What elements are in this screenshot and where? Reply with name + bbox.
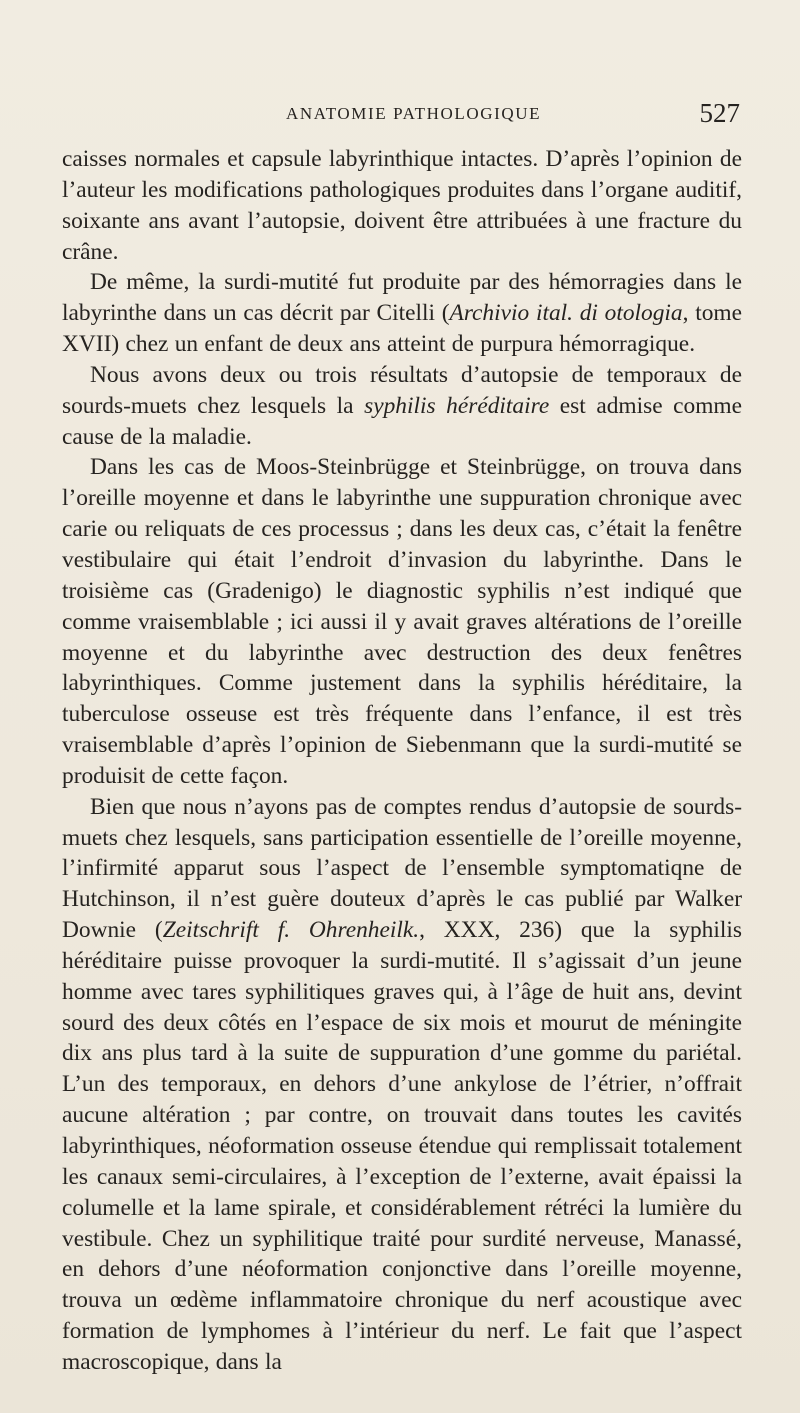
paragraph-3 [62,360,742,453]
text-run: caisses normales et capsule labyrinthique intactes. D’après l’opinion de l’auteur les modifications pathologiques produites dans l’organe auditif, soixante ans avant l’autopsie, doivent être attribuées à une fracture du crâne. [62,146,742,265]
journal-title: Zeitschrift f. Ohrenheilk. [162,917,420,944]
paragraph-1 [62,144,742,267]
text-run: , XXX, 236) que la syphilis héréditaire puisse provoquer la surdi-mutité. Il s’agissait d’un jeune homme avec tares syphilitiques graves qui, à l’âge de huit ans, devint sourd des deux côtés en l’espace de six mois et mourut de méningite dix ans plus tard à la suite de suppuration d’une gomme du pariétal. L’un des temporaux, en dehors d’une ankylose de l’étrier, n’offrait aucune altération ; par contre, on trouvait dans toutes les cavités labyrinthiques, néoformation osseuse étendue qui remplissait totalement les canaux semi-circulaires, à l’exception de l’externe, avait épaissi la columelle et la lame spirale, et considérablement rétréci la lumière du vestibule. Chez un syphilitique traité pour surdité nerveuse, Manassé, en dehors d’une néoformation conjonctive dans l’oreille moyenne, trouva un œdème inflammatoire chronique du nerf acoustique avec formation de lymphomes à l’intérieur du nerf. Le fait que l’aspect macroscopique, dans la [62,917,742,1375]
paragraph-5 [62,792,742,1378]
journal-title: Archivio ital. di otologia [449,300,683,327]
body-text [62,144,742,1378]
paragraph-4 [62,452,742,791]
text-run: Dans les cas de Moos-Steinbrügge et Steinbrügge, on trouva dans l’oreille moyenne et dans le labyrinthe une suppuration chronique avec carie ou reliquats de ces processus ; dans les deux cas, c’était la fenêtre vestibulaire qui était l’endroit d’invasion du labyrinthe. Dans le troisième cas (Gradenigo) le diagnostic syphilis n’est indiqué que comme vraisemblable ; ici aussi il y avait graves altérations de l’oreille moyenne et du labyrinthe avec destruction des deux fenêtres labyrinthiques. Comme justement dans la syphilis héréditaire, la tuberculose osseuse est très fréquente dans l’enfance, il est très vraisemblable d’après l’opinion de Siebenmann que la surdi-mutité se produisit de cette façon. [62,454,742,789]
text-run: Nous avons deux ou trois résultats d’autopsie de temporaux de sourds-muets chez lesquels la [62,361,742,419]
text-run: Bien que nous n’ayons pas de comptes rendus d’autopsie de sourds-muets chez lesquels, sans participation essentielle de l’oreille moyenne, l’infirmité apparut sous l’aspect de l’ensemble symptomatiqne de Hutchinson, il n’est guère douteux d’après le cas publié par Walker Downie ( [62,793,742,944]
emphasis-term: syphilis héréditaire [364,392,550,419]
page-number: 527 [699,98,740,128]
page-header [60,98,740,132]
text-run: De même, la surdi-mutité fut produite par des hémorragies dans le labyrinthe dans un cas décrit par Citelli ( [62,269,742,327]
paragraph-2 [62,267,742,360]
text-run: , tome XVII) chez un enfant de deux ans atteint de purpura hémorragique. [62,300,742,358]
text-run: est admise comme cause de la maladie. [62,392,742,450]
running-title: ANATOMIE PATHOLOGIQUE [286,104,542,123]
